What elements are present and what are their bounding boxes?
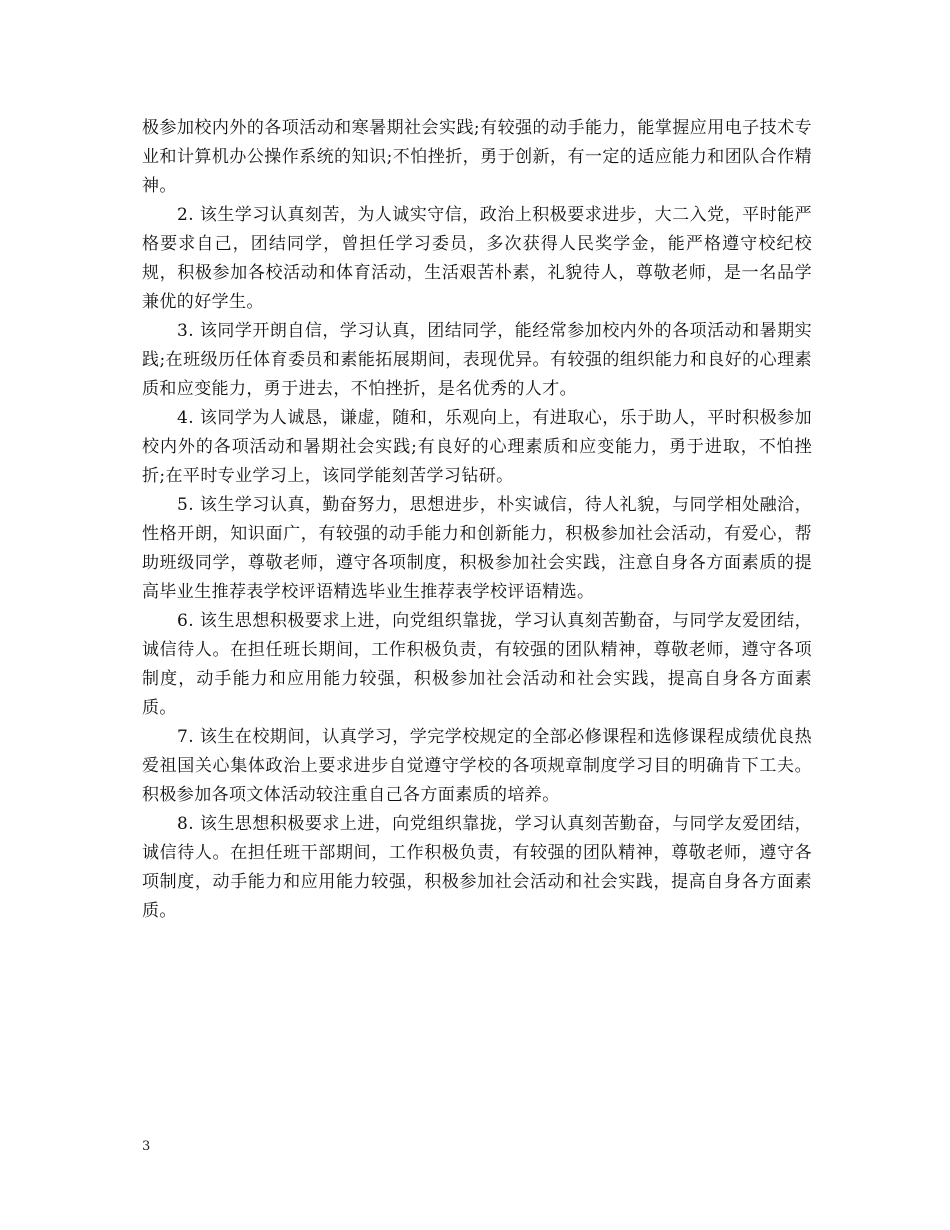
paragraph-item-3: 3. 该同学开朗自信，学习认真，团结同学，能经常参加校内外的各项活动和暑期实践;在班级历任体育委员和素能拓展期间，表现优异。有较强的组织能力和良好的心理素质和应变能力，勇于进去，不怕挫折，是名优秀的人才。 (142, 321, 812, 399)
paragraph-item-7: 7. 该生在校期间，认真学习，学完学校规定的全部必修课程和选修课程成绩优良热爱祖国关心集体政治上要求进步自觉遵守学校的各项规章制度学习目的明确肯下工夫。积极参加各项文体活动较注重自己各方面素质的培养。 (142, 727, 812, 805)
document-body (142, 114, 812, 926)
paragraph-item-6: 6. 该生思想积极要求上进，向党组织靠拢，学习认真刻苦勤奋，与同学友爱团结，诚信待人。在担任班长期间，工作积极负责，有较强的团队精神，尊敬老师，遵守各项制度，动手能力和应用能力较强，积极参加社会活动和社会实践，提高自身各方面素质。 (142, 611, 812, 718)
page-number: 3 (142, 1139, 151, 1154)
paragraph-continued: 极参加校内外的各项活动和寒暑期社会实践;有较强的动手能力，能掌握应用电子技术专业和计算机办公操作系统的知识;不怕挫折，勇于创新，有一定的适应能力和团队合作精神。 (142, 118, 812, 196)
paragraph-item-5: 5. 该生学习认真，勤奋努力，思想进步，朴实诚信，待人礼貌，与同学相处融洽，性格开朗，知识面广，有较强的动手能力和创新能力，积极参加社会活动，有爱心，帮助班级同学，尊敬老师，遵守各项制度，积极参加社会实践，注意自身各方面素质的提高毕业生推荐表学校评语精选毕业生推荐表学校评语精选。 (142, 495, 812, 602)
paragraph-item-2: 2. 该生学习认真刻苦，为人诚实守信，政治上积极要求进步，大二入党，平时能严格要求自己，团结同学，曾担任学习委员，多次获得人民奖学金，能严格遵守校纪校规，积极参加各校活动和体育活动，生活艰苦朴素，礼貌待人，尊敬老师，是一名品学兼优的好学生。 (142, 205, 812, 312)
paragraph-item-4: 4. 该同学为人诚恳，谦虚，随和，乐观向上，有进取心，乐于助人，平时积极参加校内外的各项活动和暑期社会实践;有良好的心理素质和应变能力，勇于进取，不怕挫折;在平时专业学习上，该同学能刻苦学习钻研。 (142, 408, 812, 486)
paragraph-item-8: 8. 该生思想积极要求上进，向党组织靠拢，学习认真刻苦勤奋，与同学友爱团结，诚信待人。在担任班干部期间，工作积极负责，有较强的团队精神，尊敬老师，遵守各项制度，动手能力和应用能力较强，积极参加社会活动和社会实践，提高自身各方面素质。 (142, 814, 812, 921)
